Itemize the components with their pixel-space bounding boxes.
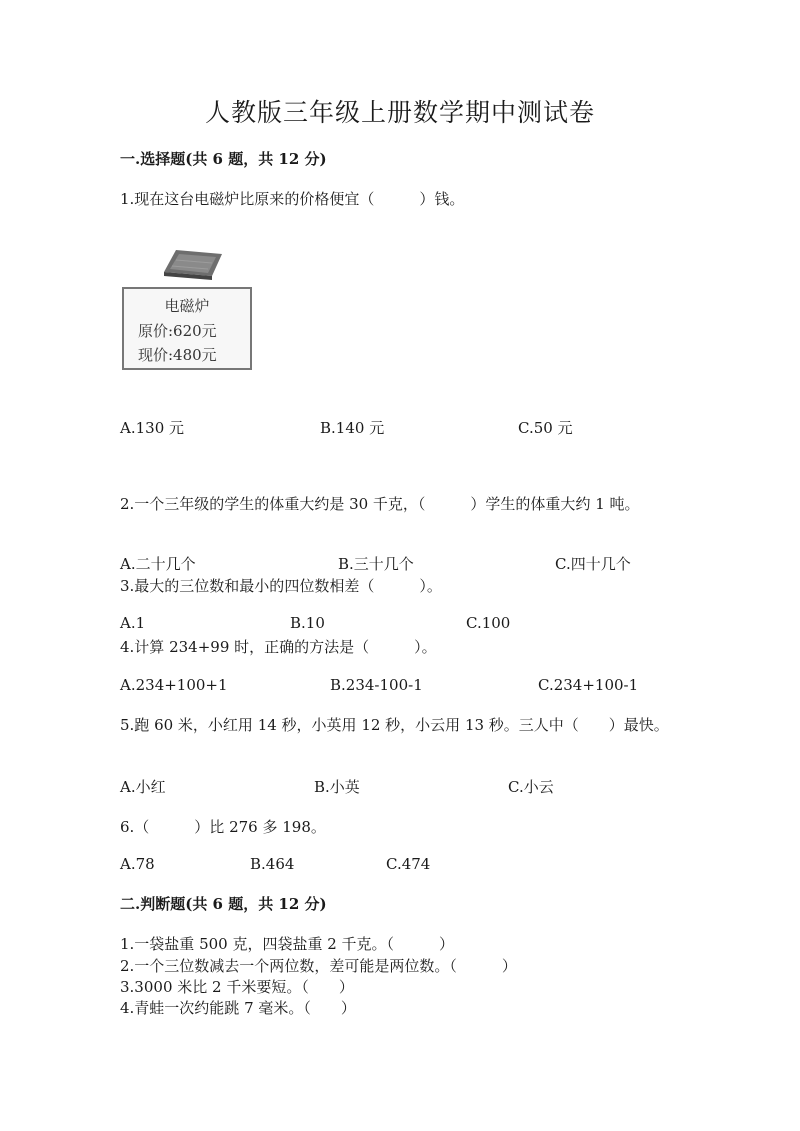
section-heading-true-false: 二.判断题(共 6 题，共 12 分) — [120, 895, 327, 913]
question-1-option-b: B.140 元 — [320, 419, 385, 437]
question-6-text: 6.（ ）比 276 多 198。 — [120, 818, 326, 836]
question-2-option-b: B.三十几个 — [338, 555, 414, 573]
question-6-option-c: C.474 — [386, 855, 431, 873]
section-heading-choice: 一.选择题(共 6 题，共 12 分) — [120, 150, 327, 168]
price-tag-current-price: 现价:480元 — [138, 346, 217, 364]
question-5-option-b: B.小英 — [314, 778, 360, 796]
question-6-option-b: B.464 — [250, 855, 295, 873]
question-2-option-c: C.四十几个 — [555, 555, 631, 573]
price-tag-card — [122, 287, 252, 370]
price-tag-original-price: 原价:620元 — [138, 322, 217, 340]
question-1-text: 1.现在这台电磁炉比原来的价格便宜（ ）钱。 — [120, 190, 465, 208]
question-4-option-c: C.234+100-1 — [538, 676, 639, 694]
question-3-text: 3.最大的三位数和最小的四位数相差（ ）。 — [120, 577, 442, 595]
question-5-option-a: A.小红 — [120, 778, 166, 796]
question-5-option-c: C.小云 — [508, 778, 554, 796]
question-4-option-b: B.234-100-1 — [330, 676, 423, 694]
question-1-option-a: A.130 元 — [120, 419, 184, 437]
question-6-option-a: A.78 — [120, 855, 155, 873]
judgment-item: 4.青蛙一次约能跳 7 毫米。（ ） — [120, 999, 356, 1017]
judgment-item: 3.3000 米比 2 千米要短。（ ） — [120, 978, 354, 996]
judgment-item: 2.一个三位数减去一个两位数，差可能是两位数。（ ） — [120, 957, 517, 975]
question-2-option-a: A.二十几个 — [120, 555, 196, 573]
judgment-item: 1.一袋盐重 500 克，四袋盐重 2 千克。（ ） — [120, 935, 455, 953]
question-3-option-b: B.10 — [290, 614, 325, 632]
question-1-option-c: C.50 元 — [518, 419, 573, 437]
question-3-option-a: A.1 — [120, 614, 146, 632]
question-2-text: 2.一个三年级的学生的体重大约是 30 千克，（ ）学生的体重大约 1 吨。 — [120, 495, 640, 513]
question-3-option-c: C.100 — [466, 614, 511, 632]
question-4-text: 4.计算 234+99 时，正确的方法是（ ）。 — [120, 638, 437, 656]
question-5-text: 5.跑 60 米，小红用 14 秒，小英用 12 秒，小云用 13 秒。三人中（ ）最快。 — [120, 716, 669, 734]
page-title: 人教版三年级上册数学期中测试卷 — [204, 98, 595, 127]
price-tag-title: 电磁炉 — [164, 297, 210, 315]
question-4-option-a: A.234+100+1 — [120, 676, 228, 694]
induction-cooker-image — [158, 246, 224, 282]
